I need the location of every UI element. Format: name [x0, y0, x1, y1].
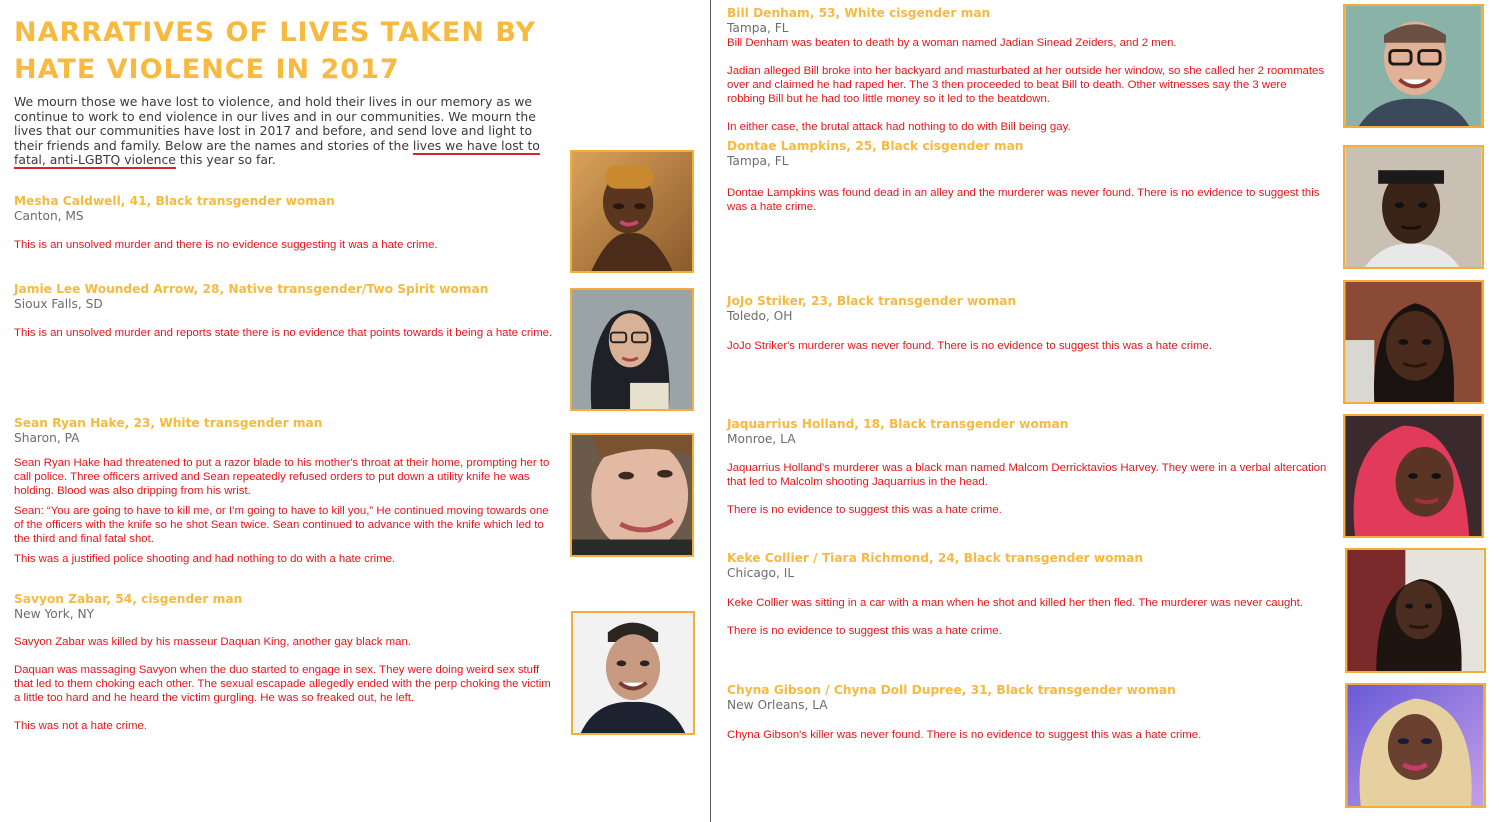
- entry-paragraph: In either case, the brutal attack had nothing to do with Bill being gay.: [727, 121, 1071, 133]
- photo-jojo-striker: [1343, 280, 1484, 404]
- photo-jamie-lee-wounded-arrow: [570, 288, 694, 411]
- entry-paragraph: This is an unsolved murder and there is no evidence suggesting it was a hate crime.: [14, 239, 438, 251]
- page-title: [14, 14, 554, 88]
- entry-location: Chicago, IL: [727, 566, 795, 580]
- entry-paragraph: Sean Ryan Hake had threatened to put a razor blade to his mother's throat at their home, prompting her to call police. Three officers arrived and Sean repeatedly refused orders to put down a utility knife he was holding. Blood was also dripping from his wrist.: [14, 457, 550, 497]
- portrait-photo-icon: [572, 152, 692, 271]
- entry-paragraph: This was not a hate crime.: [14, 720, 147, 732]
- entry-jaquarrius-holland: [727, 417, 1332, 517]
- entry-dontae-lampkins: [727, 139, 1332, 214]
- intro-part-2: this year so far.: [175, 152, 276, 168]
- entry-paragraph: Sean: “You are going to have to kill me, or I’m going to have to kill you,” He continued moving towards one of the officers with the knife so he shot Sean twice. Sean continued to advance with the knife which led to the third and final fatal shot.: [14, 505, 549, 545]
- title-line-1: NARRATIVES OF LIVES TAKEN BY: [14, 17, 536, 48]
- entry-paragraph: Dontae Lampkins was found dead in an alley and the murderer was never found. There is no evidence to suggest this was a hate crime.: [727, 187, 1320, 213]
- photo-sean-ryan-hake: [570, 433, 694, 557]
- photo-bill-denham: [1343, 4, 1484, 128]
- entry-paragraph: Chyna Gibson's killer was never found. There is no evidence to suggest this was a hate crime.: [727, 729, 1202, 741]
- photo-chyna-gibson: [1345, 683, 1486, 808]
- entry-name: Savyon Zabar, 54, cisgender man: [14, 592, 243, 606]
- entry-location: New York, NY: [14, 607, 95, 621]
- portrait-photo-icon: [572, 435, 692, 555]
- entry-paragraph: Daquan was massaging Savyon when the duo started to engage in sex. They were doing weird sex stuff that led to them choking each other. The sexual escapade allegedly ended with the perp choking the victim a little too hard and he heard the victim gurgling. He was so freaked out, he left.: [14, 664, 551, 704]
- entry-paragraph: There is no evidence to suggest this was a hate crime.: [727, 504, 1002, 516]
- entry-paragraph: There is no evidence to suggest this was a hate crime.: [727, 625, 1002, 637]
- entry-location: Tampa, FL: [727, 154, 789, 168]
- entry-location: Monroe, LA: [727, 432, 796, 446]
- right-column: [711, 0, 1499, 822]
- entry-name: Jaquarrius Holland, 18, Black transgender woman: [727, 417, 1069, 431]
- entry-jojo-striker: [727, 294, 1332, 353]
- entry-paragraph: Jaquarrius Holland's murderer was a black man named Malcom Derricktavios Harvey. They were in a verbal altercation that led to Malcolm shooting Jaquarrius in the head.: [727, 462, 1327, 488]
- entry-paragraph: Savyon Zabar was killed by his masseur Daquan King, another gay black man.: [14, 636, 411, 648]
- entry-location: Canton, MS: [14, 209, 84, 223]
- entry-sean-ryan-hake: [14, 416, 554, 566]
- entry-name: Sean Ryan Hake, 23, White transgender man: [14, 416, 323, 430]
- entry-location: New Orleans, LA: [727, 698, 828, 712]
- entry-name: JoJo Striker, 23, Black transgender woman: [727, 294, 1017, 308]
- entry-paragraph: Keke Collier was sitting in a car with a man when he shot and killed her then fled. The murderer was never caught.: [727, 597, 1303, 609]
- entry-name: Keke Collier / Tiara Richmond, 24, Black transgender woman: [727, 551, 1144, 565]
- portrait-photo-icon: [1347, 685, 1484, 806]
- intro-underlined-phrase: lives we have lost to fatal, anti-LGBTQ violence: [14, 137, 540, 168]
- entry-location: Tampa, FL: [727, 21, 789, 35]
- entry-name: Bill Denham, 53, White cisgender man: [727, 6, 991, 20]
- entry-paragraph: This is an unsolved murder and reports state there is no evidence that points towards it being a hate crime.: [14, 327, 553, 339]
- entry-location: Sioux Falls, SD: [14, 297, 103, 311]
- entry-location: Sharon, PA: [14, 431, 80, 445]
- entry-chyna-gibson: [727, 683, 1332, 742]
- entry-paragraph: Bill Denham was beaten to death by a woman named Jadian Sinead Zeiders, and 2 men.: [727, 37, 1177, 49]
- photo-keke-collier: [1345, 548, 1486, 673]
- portrait-photo-icon: [1345, 282, 1482, 402]
- entry-jamie-lee-wounded-arrow: [14, 282, 554, 340]
- photo-jaquarrius-holland: [1343, 414, 1484, 538]
- portrait-photo-icon: [1347, 550, 1484, 671]
- left-column: [0, 0, 710, 822]
- portrait-photo-icon: [1345, 147, 1482, 267]
- entry-name: Chyna Gibson / Chyna Doll Dupree, 31, Black transgender woman: [727, 683, 1176, 697]
- entry-paragraph: This was a justified police shooting and had nothing to do with a hate crime.: [14, 553, 396, 565]
- portrait-photo-icon: [1345, 416, 1482, 536]
- photo-savyon-zabar: [571, 611, 695, 735]
- entry-keke-collier: [727, 551, 1332, 638]
- title-line-2: HATE VIOLENCE IN 2017: [14, 54, 400, 85]
- entry-name: Dontae Lampkins, 25, Black cisgender man: [727, 139, 1024, 153]
- portrait-photo-icon: [573, 613, 693, 733]
- entry-location: Toledo, OH: [727, 309, 793, 323]
- entry-bill-denham: [727, 6, 1327, 134]
- photo-dontae-lampkins: [1343, 145, 1484, 269]
- entry-paragraph: JoJo Striker's murderer was never found. There is no evidence to suggest this was a hate crime.: [727, 340, 1213, 352]
- portrait-photo-icon: [1345, 6, 1482, 126]
- entry-name: Mesha Caldwell, 41, Black transgender woman: [14, 194, 335, 208]
- intro-part-1: We mourn those we have lost to violence, and hold their lives in our memory as we continue to work to end violence in our lives and in our communities. We mourn the lives that our communities have lost in 2017 and before, and send love and light to their friends and family. Below are the names and stories of the: [14, 94, 536, 153]
- photo-mesha-caldwell: [570, 150, 694, 273]
- entry-paragraph: Jadian alleged Bill broke into her backyard and masturbated at her outside her window, so she called her 2 roommates over and claimed he had raped her. The 3 then proceeded to beat Bill to death. Other witnesses say the 3 were robbing Bill but he had too little money so it led to the beatdown.: [727, 65, 1325, 105]
- portrait-photo-icon: [572, 290, 692, 409]
- entry-savyon-zabar: [14, 592, 559, 733]
- intro-text: [14, 95, 544, 168]
- entry-name: Jamie Lee Wounded Arrow, 28, Native transgender/Two Spirit woman: [14, 282, 489, 296]
- entry-mesha-caldwell: [14, 194, 554, 252]
